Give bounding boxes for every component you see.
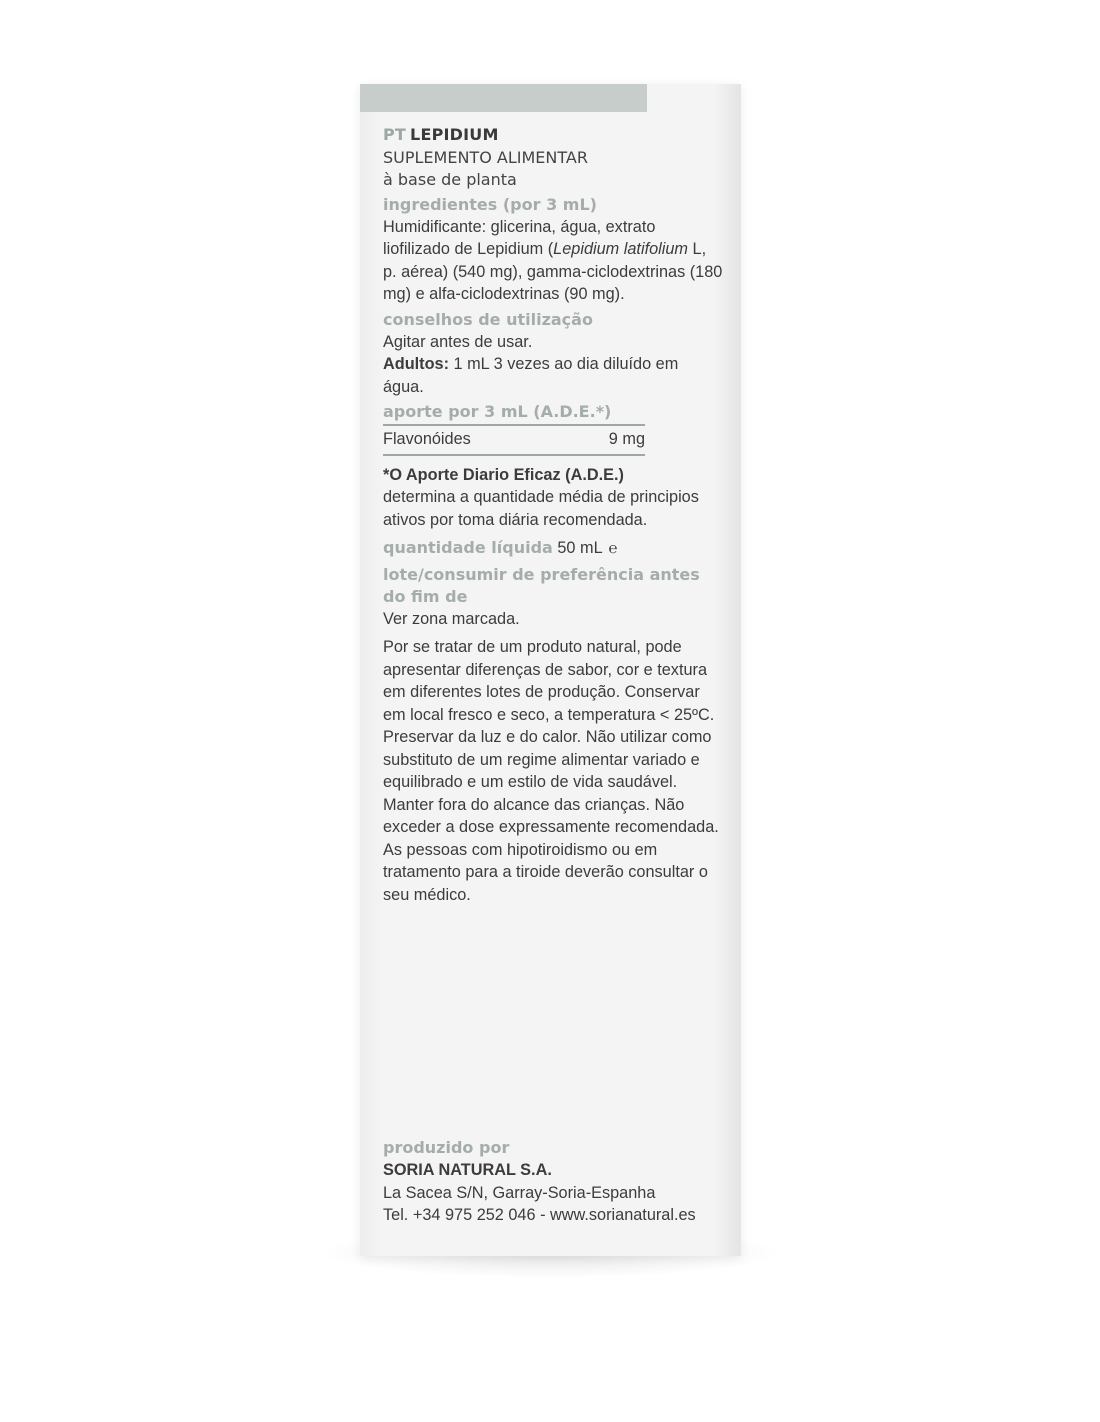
ade-note <box>383 464 723 532</box>
lot-text: Ver zona marcada. <box>383 609 520 628</box>
nutrition-heading: aporte por 3 mL (A.D.E.*) <box>383 401 645 426</box>
nutrient-name: Flavonóides <box>383 430 471 448</box>
box-top-band <box>360 84 647 112</box>
producer-contact: Tel. +34 975 252 046 - www.sorianatural.es <box>383 1206 696 1224</box>
ingredients-text-part-2: L, p. aérea) (540 mg), gamma-ciclodextrinas (180 mg) e alfa-ciclodextrinas (90 mg). <box>383 240 723 303</box>
nutrient-amount: 9 mg <box>608 430 645 448</box>
estimated-sign-icon: ℮ <box>608 540 618 557</box>
usage-adults <box>383 353 723 398</box>
producer-heading: produzido por <box>383 1138 510 1157</box>
ade-note-title: *O Aporte Diario Eficaz (A.D.E.) <box>383 465 624 484</box>
ade-note-text: determina a quantidade média de principios ativos por toma diária recomendada. <box>383 488 699 529</box>
quantity-heading: quantidade líquida <box>383 538 553 557</box>
quantity-line <box>383 537 723 561</box>
product-name: LEPIDIUM <box>410 125 499 144</box>
ingredients-latin-name: Lepidium latifolium <box>553 240 688 258</box>
ingredients-heading: ingredientes (por 3 mL) <box>383 194 597 214</box>
ingredients-text <box>383 216 723 306</box>
language-code: PT <box>383 125 407 144</box>
producer-address: La Sacea S/N, Garray-Soria-Espanha <box>383 1183 656 1202</box>
producer-block <box>383 1137 723 1227</box>
usage-line-1: Agitar antes de usar. <box>383 332 533 351</box>
lot-heading: lote/consumir de preferência antes do fim de <box>383 564 700 606</box>
ingredients-text-part-1: Humidificante: glicerina, água, extrato liofilizado de Lepidium ( <box>383 217 656 258</box>
quantity-value: 50 mL <box>557 539 603 557</box>
adults-label: Adultos: <box>383 355 450 373</box>
warnings-text: Por se tratar de um produto natural, pode apresentar diferenças de sabor, cor e textura em diferentes lotes de produção. Conservar em local fresco e seco, a temperatura < 25ºC. Preservar da luz e do calor. Não utilizar como substituto de um regime alimentar variado e equilibrado e um estilo de vida saudável. Manter fora do alcance das crianças. Não exceder a dose expressamente recomendada. As pessoas com hipotiroidismo ou em tratamento para a tiroide deverão consultar o seu médico. <box>383 638 719 904</box>
product-label <box>383 124 723 906</box>
adults-text: 1 mL 3 vezes ao dia diluído em água. <box>383 355 679 396</box>
product-subcategory: à base de planta <box>383 169 517 189</box>
producer-company: SORIA NATURAL S.A. <box>383 1161 552 1179</box>
product-category: SUPLEMENTO ALIMENTAR <box>383 147 588 167</box>
usage-heading: conselhos de utilização <box>383 309 593 329</box>
nutrition-row <box>383 426 645 456</box>
product-title <box>383 124 723 147</box>
